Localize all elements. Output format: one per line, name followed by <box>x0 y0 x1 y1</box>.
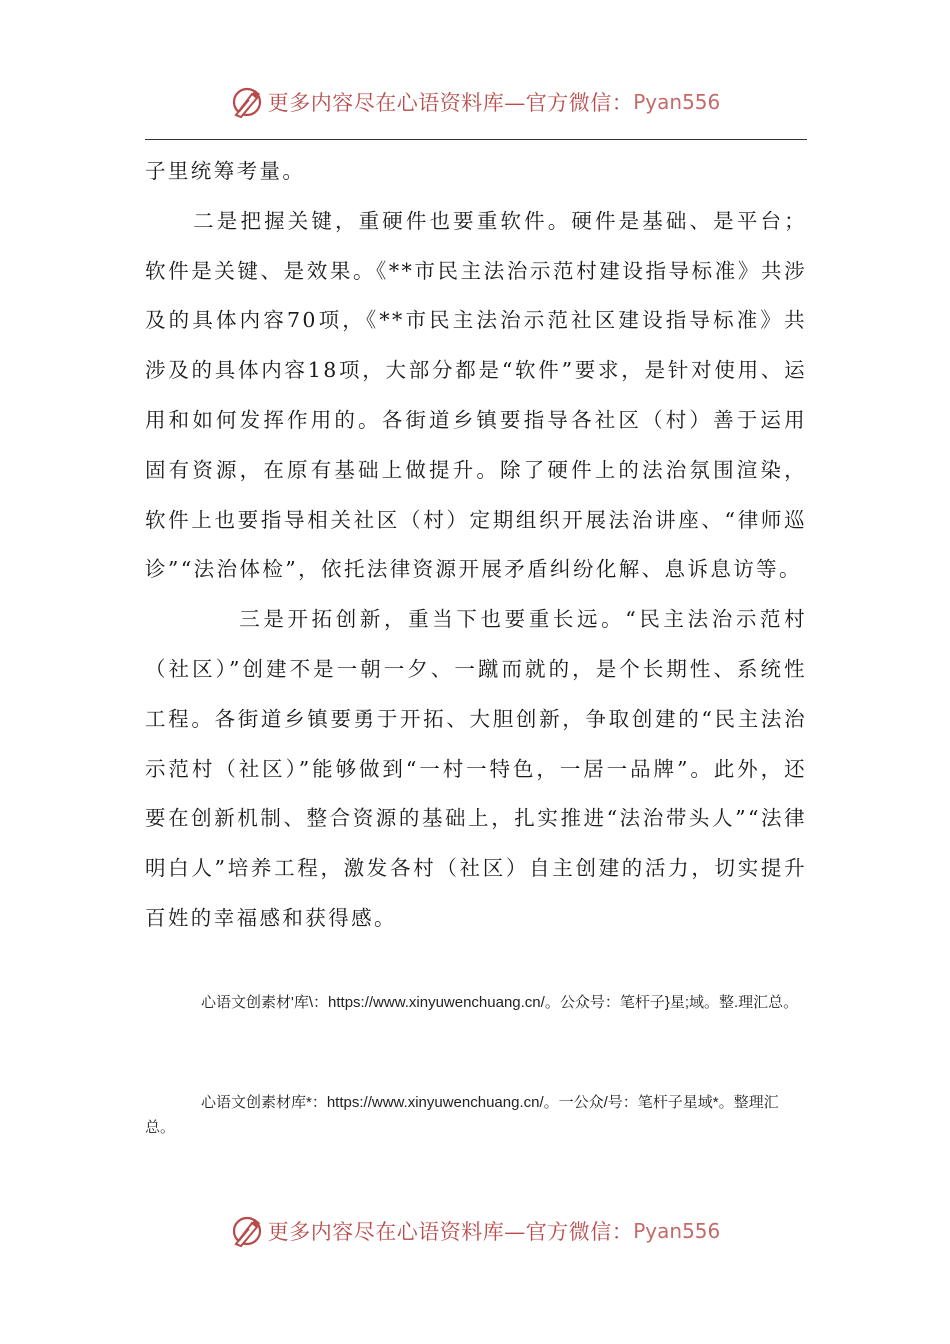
paragraph-innovation: 三是开拓创新，重当下也要重长远。“民主法治示范村（社区）”创建不是一朝一夕、一蹴而就的，是个长期性、系统性工程。各街道乡镇要勇于开拓、大胆创新，争取创建的“民主法治示范村（社区）”能够做到“一村一特色，一居一品牌”。此外，还要在创新机制、整合资源的基础上，扎实推进“法治带头人”“法律明白人”培养工程，激发各村（社区）自主创建的活力，切实提升百姓的幸福感和获得感。 <box>145 607 807 930</box>
banner-text: 更多内容尽在心语资料库—官方微信： <box>267 91 634 115</box>
header-divider <box>145 139 807 140</box>
footer-banner <box>0 1211 950 1251</box>
source-note-2: 心语文创素材库*：https://www.xinyuwenchuang.cn/。一公众/号：笔杆子星域*。整理汇总。 <box>145 1094 779 1136</box>
banner-text: 更多内容尽在心语资料库—官方微信： <box>267 1220 634 1244</box>
document-body <box>145 147 807 944</box>
pen-logo-icon <box>230 1214 264 1248</box>
wechat-id: Pyan556 <box>633 90 721 114</box>
paragraph-continuation: 子里统筹考量。 <box>145 159 306 183</box>
source-note-1: 心语文创素材'库\：https://www.xinyuwenchuang.cn/。公众号：笔杆子}星;域。整.理汇总。 <box>201 994 799 1011</box>
paragraph-key-points: 二是把握关键，重硬件也要重软件。硬件是基础、是平台；软件是关键、是效果。《**市民主法治示范村建设指导标准》共涉及的具体内容70项，《**市民主法治示范社区建设指导标准》共涉及的具体内容18项，大部分都是“软件”要求，是针对使用、运用和如何发挥作用的。各街道乡镇要指导各社区（村）善于运用固有资源，在原有基础上做提升。除了硬件上的法治氛围渲染，软件上也要指导相关社区（村）定期组织开展法治讲座、“律师巡诊”“法治体检”，依托法律资源开展矛盾纠纷化解、息诉息访等。 <box>145 208 807 582</box>
wechat-id: Pyan556 <box>633 1219 721 1243</box>
header-banner <box>0 82 950 122</box>
pen-logo-icon <box>230 85 264 119</box>
